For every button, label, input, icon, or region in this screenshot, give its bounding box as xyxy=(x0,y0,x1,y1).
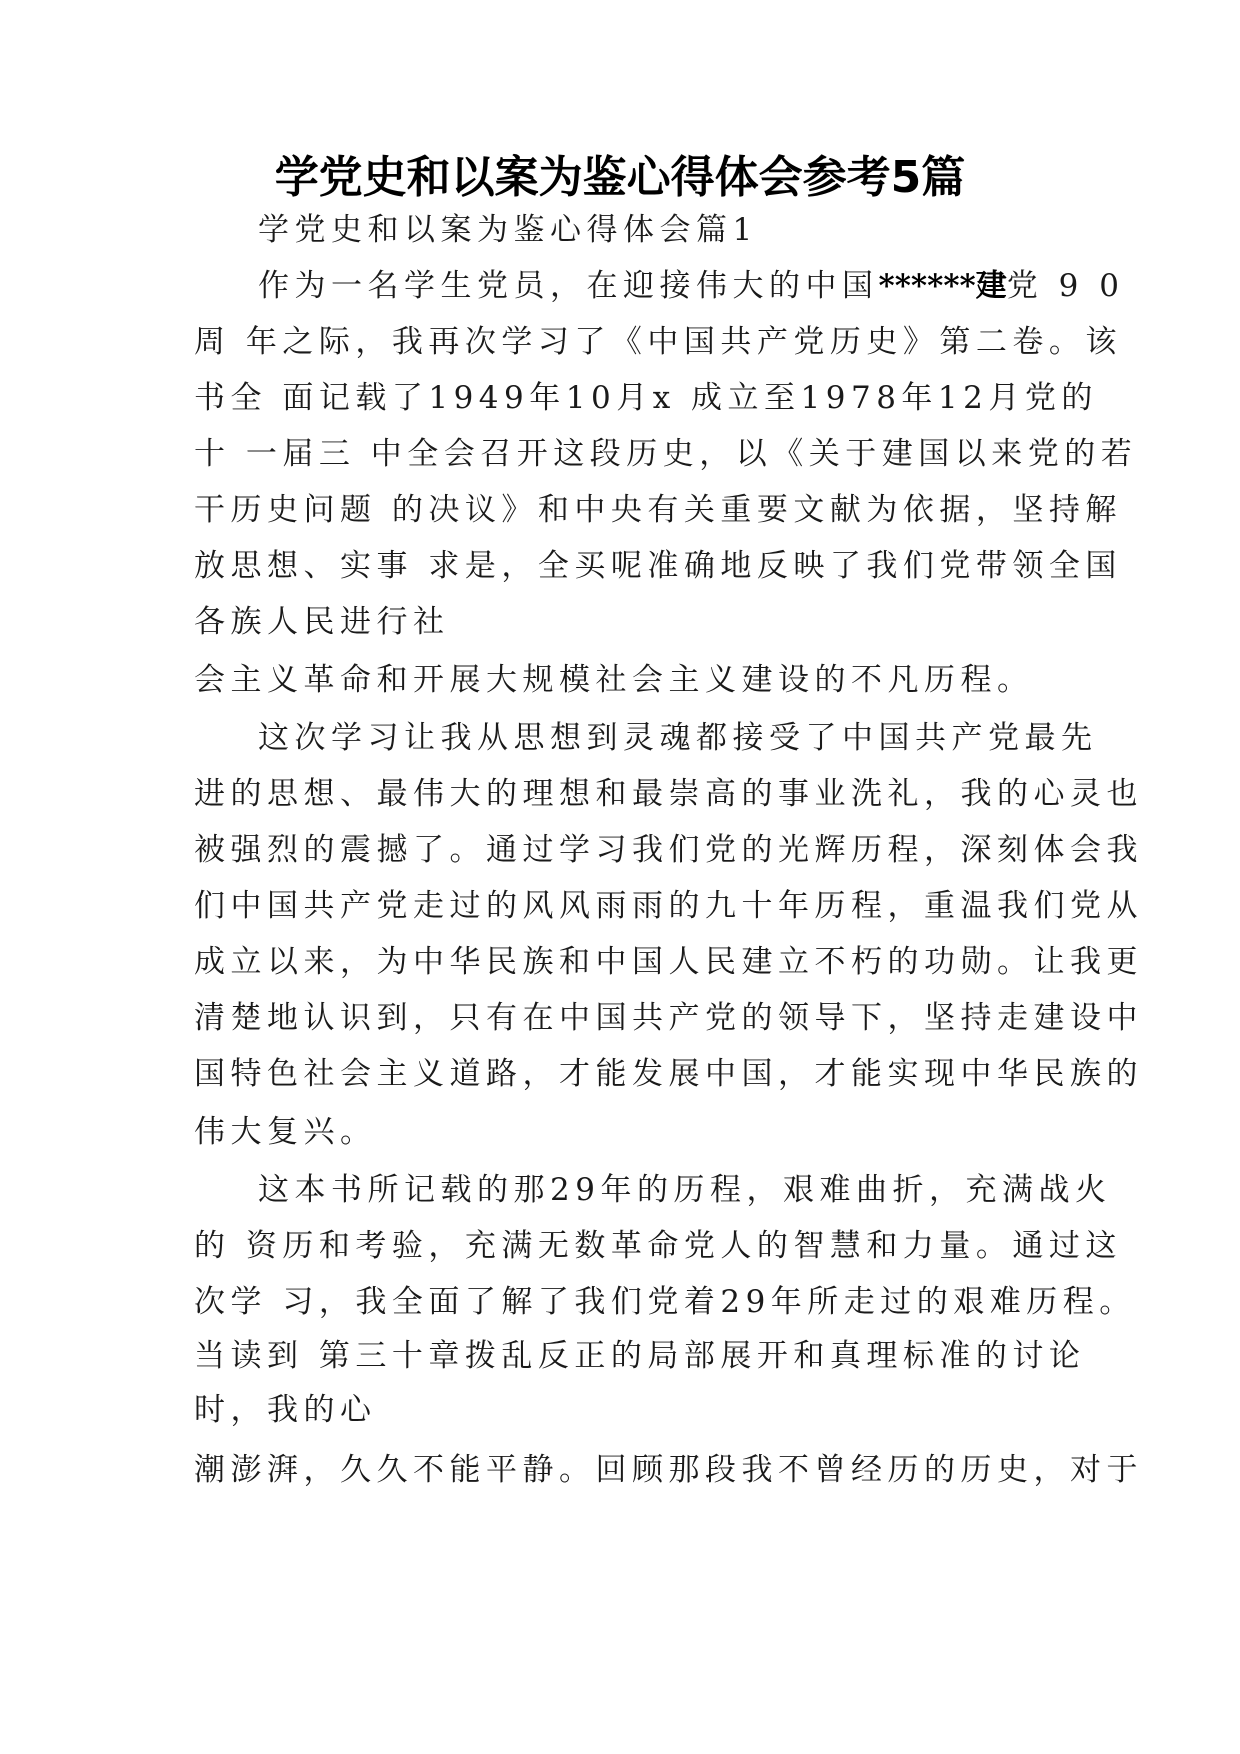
paragraph-line: 放思想、实事 求是，全买呢准确地反映了我们党带领全国 xyxy=(194,548,1122,584)
paragraph-line: 的 资历和考验，充满无数革命党人的智慧和力量。通过这 xyxy=(194,1228,1122,1264)
paragraph-line: 当读到 第三十章拨乱反正的局部展开和真理标准的讨论 xyxy=(194,1338,1086,1374)
paragraph-line: 被强烈的震撼了。通过学习我们党的光辉历程，深刻体会我 xyxy=(194,832,1143,868)
line-text: 作为一名学生党员，在迎接伟大的中国 xyxy=(258,268,879,304)
redacted-text: ******建 xyxy=(878,268,1007,304)
section-heading: 学党史和以案为鉴心得体会篇1 xyxy=(258,212,758,248)
paragraph-line: 这次学习让我从思想到灵魂都接受了中国共产党最先 xyxy=(258,720,1098,756)
paragraph-line xyxy=(258,266,1124,306)
paragraph-line: 各族人民进行社 xyxy=(194,604,450,640)
paragraph-line: 们中国共产党走过的风风雨雨的九十年历程，重温我们党从 xyxy=(194,888,1143,924)
paragraph-line: 次学 习，我全面了解了我们党着29年所走过的艰难历程。 xyxy=(194,1284,1136,1320)
paragraph-line: 潮澎湃，久久不能平静。回顾那段我不曾经历的历史，对于 xyxy=(194,1452,1143,1488)
paragraph-line: 干历史问题 的决议》和中央有关重要文献为依据，坚持解 xyxy=(194,492,1122,528)
paragraph-line: 书全 面记载了1949年10月x 成立至1978年12月党的 xyxy=(194,380,1098,416)
paragraph-line: 国特色社会主义道路，才能发展中国，才能实现中华民族的 xyxy=(194,1056,1143,1092)
paragraph-line: 进的思想、最伟大的理想和最崇高的事业洗礼，我的心灵也 xyxy=(194,776,1143,812)
paragraph-line: 十 一届三 中全会召开这段历史，以《关于建国以来党的若 xyxy=(194,436,1138,472)
line-text: 党 9 0 xyxy=(1006,268,1125,304)
paragraph-line: 成立以来，为中华民族和中国人民建立不朽的功勋。让我更 xyxy=(194,944,1143,980)
paragraph-line: 这本书所记载的那29年的历程，艰难曲折，充满战火 xyxy=(258,1172,1112,1208)
paragraph-line: 周 年之际，我再次学习了《中国共产党历史》第二卷。该 xyxy=(194,324,1122,360)
paragraph-line: 伟大复兴。 xyxy=(194,1114,377,1150)
document-title: 学党史和以案为鉴心得体会参考5篇 xyxy=(274,152,966,203)
paragraph-line: 会主义革命和开展大规模社会主义建设的不凡历程。 xyxy=(194,662,1034,698)
paragraph-line: 清楚地认识到，只有在中国共产党的领导下，坚持走建设中 xyxy=(194,1000,1143,1036)
paragraph-line: 时，我的心 xyxy=(194,1392,377,1428)
